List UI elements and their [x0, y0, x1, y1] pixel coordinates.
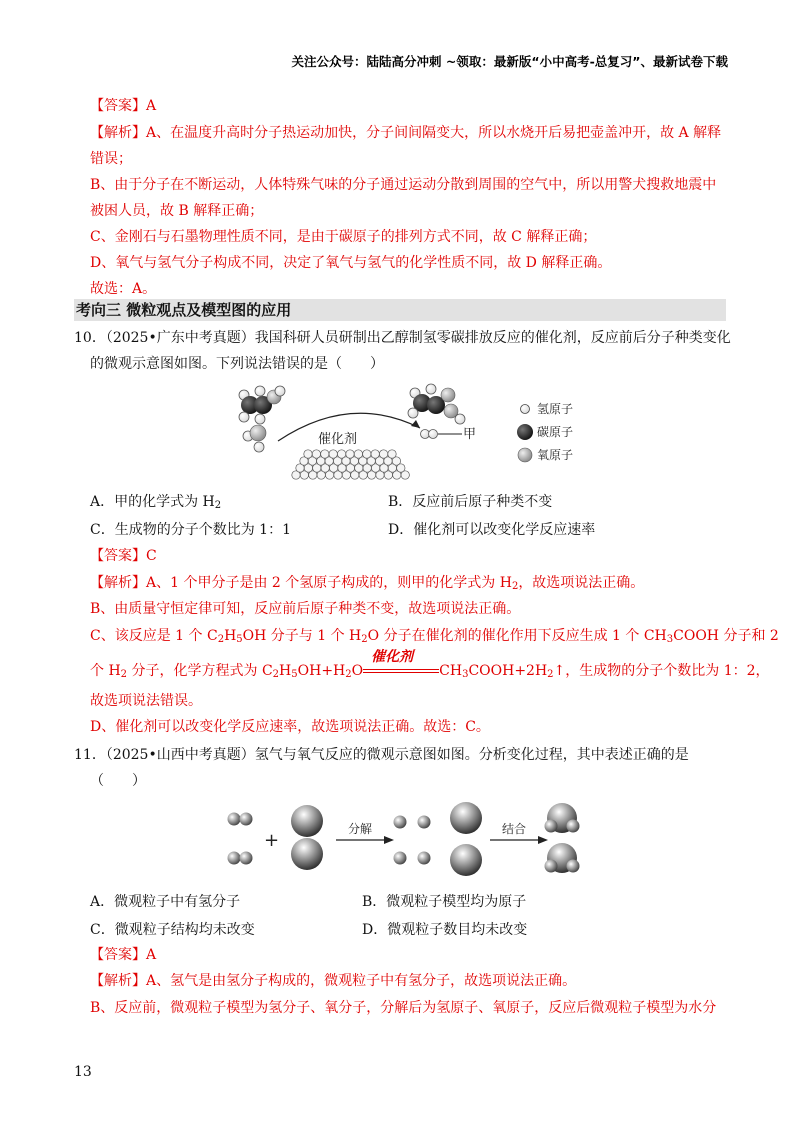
q10-answer: 【答案】C — [90, 548, 157, 564]
catalyst-sphere — [321, 450, 329, 458]
equation-catalyst-arrow — [363, 649, 439, 680]
hydrogen-molecule — [421, 430, 438, 439]
q11-option-b: B．微观粒子模型均为原子 — [362, 894, 527, 910]
q10-explain-6: D、催化剂可以改变化学反应速率，故选项说法正确。故选：C。 — [90, 719, 490, 735]
q11-option-c: C．微观粒子结构均未改变 — [90, 922, 255, 938]
q10-option-a: A．甲的化学式为 $H_2$ — [90, 494, 222, 511]
catalyst-sphere — [312, 450, 320, 458]
q11-explain-1: 【解析】A、氢气是由氢分子构成的，微观粒子中有氢分子，故选项说法正确。 — [90, 973, 577, 989]
water-molecules — [545, 803, 580, 873]
h2-molecules — [228, 813, 253, 865]
legend-hydrogen: 氢原子 — [537, 402, 574, 416]
q11-answer: 【答案】A — [90, 947, 157, 963]
o2-molecule — [291, 805, 323, 870]
catalyst-sphere — [337, 450, 345, 458]
plus-sign: + — [264, 830, 280, 851]
decompose-label: 分解 — [348, 822, 373, 836]
legend-carbon-icon — [517, 424, 533, 440]
catalyst-sphere — [329, 450, 337, 458]
q10-explain-1: 【解析】A、1 个甲分子是由 2 个氢原子构成的，则甲的化学式为 $H_2$，故选项说法正确。 — [90, 575, 645, 592]
catalyst-sphere — [363, 450, 371, 458]
catalyst-sphere — [304, 450, 312, 458]
catalyst-label: 催化剂 — [318, 432, 358, 447]
legend-carbon: 碳原子 — [537, 425, 574, 439]
acetic-acid-molecule — [408, 384, 465, 424]
prev-explain-d: D、氧气与氢气分子构成不同，决定了氧气与氢气的化学性质不同，故 D 解释正确。 — [90, 255, 612, 271]
page-number: 13 — [74, 1064, 92, 1080]
q10-explain-4: 个 $H_2$ 分子，化学方程式为 $C_2H_5OH+H_2O$ 催化剂 $CH_3COOH+2H_2↑$，生成物的分子个数比为 1：2， — [90, 649, 770, 680]
catalyst-sphere — [371, 450, 379, 458]
prev-explain-c: C、金刚石与石墨物理性质不同，是由于碳原子的排列方式不同，故 C 解释正确； — [90, 229, 597, 245]
q11-option-a: A．微观粒子中有氢分子 — [90, 894, 241, 910]
prev-conclusion: 故选：A。 — [90, 281, 157, 297]
q10-option-c: C．生成物的分子个数比为 1：1 — [90, 522, 291, 538]
catalyst-sphere — [354, 450, 362, 458]
legend — [517, 402, 573, 462]
q11-figure — [224, 800, 604, 880]
page-header: 关注公众号：陆陆高分冲刺 ~领取：最新版“小中高考-总复习”、最新试卷下载 — [291, 54, 728, 69]
q10-stem-line1: 10．（2025•广东中考真题）我国科研人员研制出乙醇制氢零碳排放反应的催化剂，反应前后分子种类变化 — [74, 330, 731, 346]
catalyst-sphere — [379, 450, 387, 458]
q10-explain-5: 故选项说法错误。 — [90, 693, 202, 709]
water-molecule — [243, 425, 266, 452]
prev-explain-a2: 错误； — [90, 151, 132, 167]
catalyst-sphere — [388, 450, 396, 458]
legend-oxygen: 氧原子 — [537, 448, 574, 462]
prev-explain-b2: 被困人员，故 B 解释正确； — [90, 203, 264, 219]
prev-explain-a1: 【解析】A、在温度升高时分子热运动加快，分子间间隔变大，所以水烧开后易把壶盖冲开，故 A 解释 — [90, 125, 722, 141]
atoms — [394, 802, 483, 876]
combine-label: 结合 — [502, 822, 527, 836]
q10-option-d: D．催化剂可以改变化学反应速率 — [388, 522, 596, 538]
legend-oxygen-icon — [518, 448, 532, 462]
q10-figure — [230, 383, 610, 483]
q10-explain-2: B、由质量守恒定律可知，反应前后原子种类不变，故选项说法正确。 — [90, 601, 521, 617]
equation-catalyst-label: 催化剂 — [371, 649, 414, 665]
q11-explain-2: B、反应前，微观粒子模型为氢分子、氧分子，分解后为氢原子、氧原子，反应后微观粒子模型为水分 — [90, 1000, 717, 1016]
catalyst-sphere — [346, 450, 354, 458]
legend-hydrogen-icon — [521, 405, 530, 414]
jia-label: 甲 — [463, 427, 477, 442]
prev-answer: 【答案】A — [90, 98, 157, 114]
q10-option-b: B．反应前后原子种类不变 — [388, 494, 553, 510]
q10-explain-3: C、该反应是 1 个 $C_2H_5OH$ 分子与 1 个 $H_2O$ 分子在催化剂的催化作用下反应生成 1 个 $CH_3COOH$ 分子和 2 — [90, 628, 779, 645]
ethanol-molecule — [239, 386, 285, 424]
q10-stem-line2: 的微观示意图如图。下列说法错误的是（ ） — [90, 356, 384, 372]
q11-stem-line2: （ ） — [90, 773, 146, 789]
catalyst-bed — [292, 450, 410, 479]
q11-option-d: D．微观粒子数目均未改变 — [362, 922, 528, 938]
q11-stem-line1: 11．（2025•山西中考真题）氢气与氧气反应的微观示意图如图。分析变化过程，其中表述正确的是 — [74, 747, 689, 763]
section-title: 考向三 微粒观点及模型图的应用 — [74, 299, 726, 321]
prev-explain-b1: B、由于分子在不断运动，人体特殊气味的分子通过运动分散到周围的空气中，所以用警犬搜救地震中 — [90, 177, 717, 193]
